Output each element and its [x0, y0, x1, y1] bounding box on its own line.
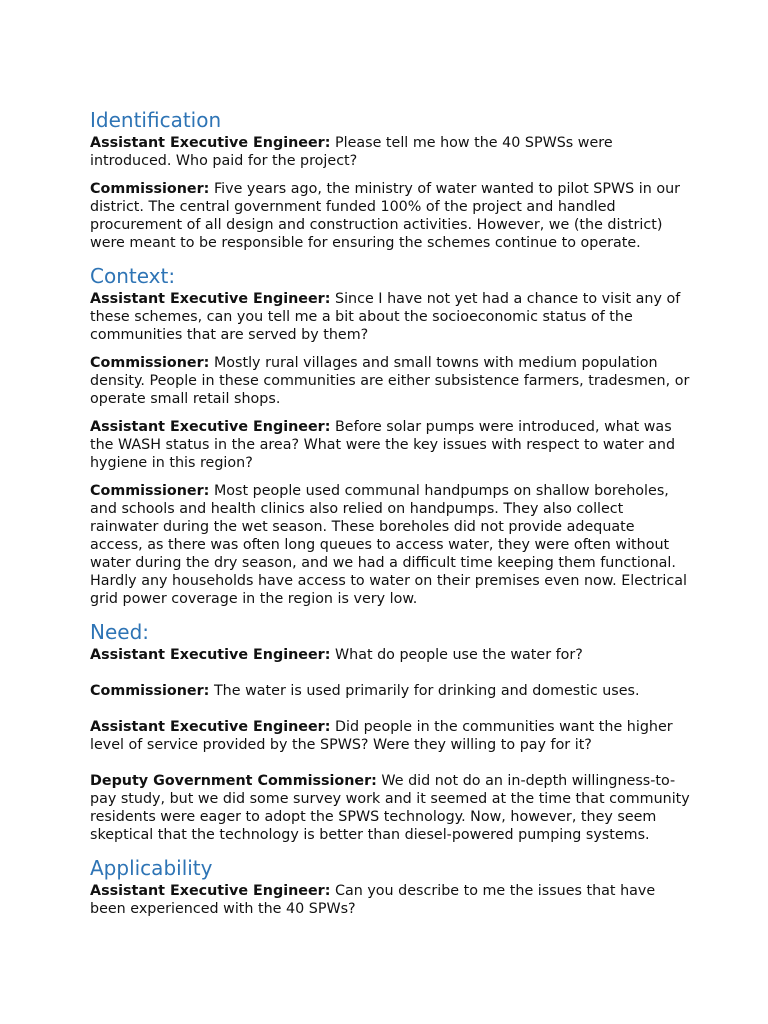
speaker-label: Assistant Executive Engineer:	[90, 291, 331, 307]
speaker-label: Commissioner:	[90, 181, 210, 197]
dialogue-entry	[90, 772, 690, 844]
dialogue-text: Did people in the communities want the higher level of service provided by the SPWS? Were they willing to pay for it?	[90, 719, 673, 753]
dialogue-entry	[90, 354, 690, 408]
speaker-label: Deputy Government Commissioner:	[90, 773, 377, 789]
section-context	[90, 262, 690, 608]
dialogue-entry	[90, 482, 690, 608]
section-need	[90, 618, 690, 844]
section-heading: Identification	[90, 108, 222, 132]
dialogue-entry	[90, 682, 690, 700]
speaker-label: Assistant Executive Engineer:	[90, 883, 331, 899]
dialogue-text: Before solar pumps were introduced, what was the WASH status in the area? What were the key issues with respect to water and hygiene in this region?	[90, 419, 676, 471]
dialogue-text: What do people use the water for?	[330, 647, 583, 663]
section-applicability	[90, 854, 690, 918]
dialogue-entry	[90, 180, 690, 252]
document-page	[90, 106, 690, 928]
dialogue-text: Most people used communal handpumps on shallow boreholes, and schools and health clinics also relied on handpumps. They also collect rainwater during the wet season. These boreholes did not provide adequate access, as there was often long queues to access water, they were often without water during the dry season, and we had a difficult time keeping them functional. Hardly any households have access to water on their premises even now. Electrical grid power coverage in the region is very low.	[90, 483, 687, 607]
dialogue-text: Mostly rural villages and small towns with medium population density. People in these communities are either subsistence farmers, tradesmen, or operate small retail shops.	[90, 355, 690, 407]
section-heading: Context:	[90, 264, 176, 288]
dialogue-text: Five years ago, the ministry of water wanted to pilot SPWS in our district. The central government funded 100% of the project and handled procurement of all design and construction activities. However, we (the district) were meant to be responsible for ensuring the schemes continue to operate.	[90, 181, 681, 251]
section-heading: Applicability	[90, 856, 213, 880]
dialogue-entry	[90, 882, 690, 918]
speaker-label: Commissioner:	[90, 483, 210, 499]
section-identification	[90, 106, 690, 252]
dialogue-entry	[90, 290, 690, 344]
dialogue-entry	[90, 134, 690, 170]
speaker-label: Assistant Executive Engineer:	[90, 135, 331, 151]
dialogue-entry	[90, 418, 690, 472]
dialogue-text: Since I have not yet had a chance to visit any of these schemes, can you tell me a bit about the socioeconomic status of the communities that are served by them?	[90, 291, 681, 343]
speaker-label: Commissioner:	[90, 355, 210, 371]
dialogue-entry	[90, 718, 690, 754]
dialogue-text: Please tell me how the 40 SPWSs were introduced. Who paid for the project?	[90, 135, 613, 169]
dialogue-text: Can you describe to me the issues that have been experienced with the 40 SPWs?	[90, 883, 656, 917]
speaker-label: Assistant Executive Engineer:	[90, 419, 331, 435]
section-heading: Need:	[90, 620, 150, 644]
speaker-label: Assistant Executive Engineer:	[90, 647, 331, 663]
speaker-label: Commissioner:	[90, 683, 210, 699]
dialogue-text: We did not do an in-depth willingness-to-pay study, but we did some survey work and it seemed at the time that community residents were eager to adopt the SPWS technology. Now, however, they seem skeptical that the technology is better than diesel-powered pumping systems.	[90, 773, 690, 843]
speaker-label: Assistant Executive Engineer:	[90, 719, 331, 735]
dialogue-entry	[90, 646, 690, 664]
dialogue-text: The water is used primarily for drinking and domestic uses.	[209, 683, 640, 699]
